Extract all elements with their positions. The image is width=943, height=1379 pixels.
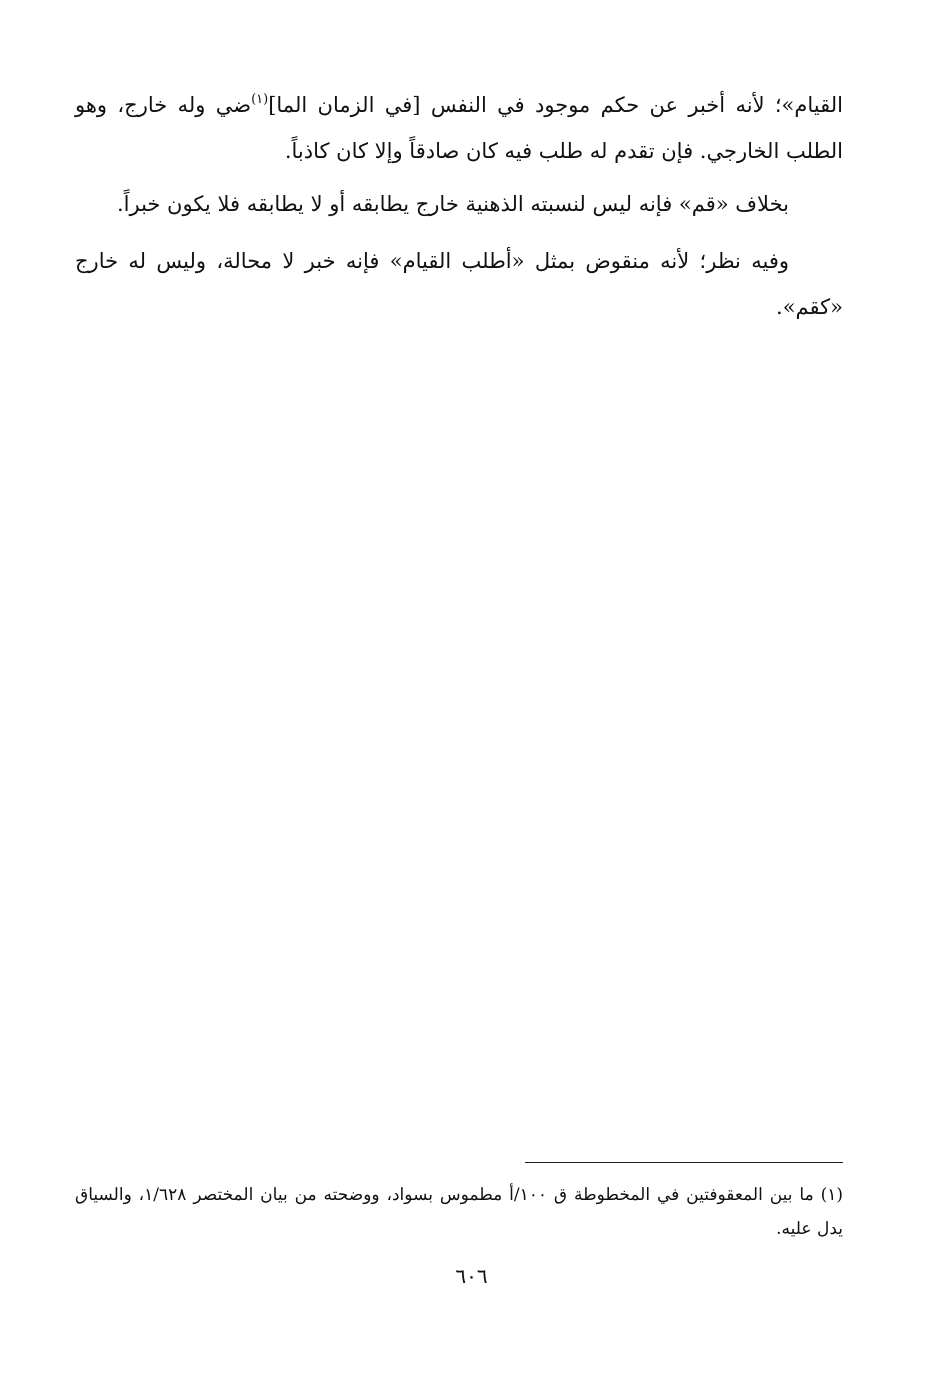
body-paragraph-2: بخلاف «قم» فإنه ليس لنسبته الذهنية خارج يطابقه أو لا يطابقه فلا يكون خبراً. [116, 192, 789, 216]
page-number: ٦٠٦ [455, 1264, 488, 1288]
para-1-text-start: القيام»؛ لأنه أخبر عن حكم موجود في النفس [في الزمان الما] [268, 93, 844, 117]
footnote-text: (١) ما بين المعقوفتين في المخطوطة ق ١٠٠/أ مطموس بسواد، ووضحته من بيان المختصر ١/٦٢٨، والسياق يدل عليه. [75, 1185, 843, 1239]
body-paragraph-3: وفيه نظر؛ لأنه منقوض بمثل «أطلب القيام» فإنه خبر لا محالة، وليس له خارج «كقم». [75, 249, 843, 319]
body-paragraph-1 [75, 82, 843, 174]
footnote-reference-marker[interactable]: (١) [251, 92, 269, 107]
footnote-separator-line [525, 1162, 843, 1163]
para-1-text-end: ضي وله خارج، وهو الطلب الخارجي. فإن تقدم له طلب فيه كان صادقاً وإلا كان كاذباً. [75, 93, 843, 163]
